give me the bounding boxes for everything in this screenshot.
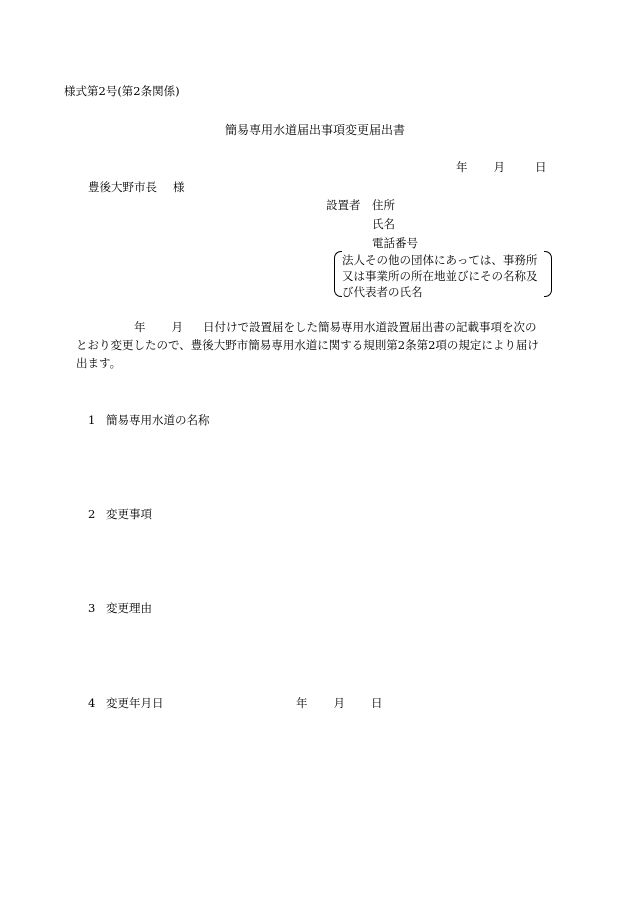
date-month-label: 月	[493, 160, 505, 174]
item-change-reason	[88, 603, 152, 615]
addressee-name: 豊後大野市長	[88, 180, 157, 194]
submission-date	[456, 162, 547, 174]
date-year-label: 年	[456, 160, 468, 174]
item-number: 1	[88, 413, 96, 427]
right-bracket	[544, 251, 552, 297]
change-date-fields	[296, 698, 383, 710]
corporation-note-line: 法人その他の団体にあっては、事務所	[342, 253, 538, 267]
change-day-label: 日	[371, 696, 383, 710]
body-month-label: 月	[171, 320, 183, 334]
addressee	[88, 182, 185, 194]
item-change-details	[88, 509, 152, 521]
corporation-note-text	[342, 253, 546, 301]
corporation-note-line: 又は事業所の所在地並びにその名称及	[342, 269, 538, 283]
left-bracket	[334, 251, 342, 297]
document-title: 簡易専用水道届出事項変更届出書	[224, 123, 405, 137]
body-year-label: 年	[134, 320, 146, 334]
item-label: 変更理由	[106, 601, 152, 615]
body-line-1	[76, 318, 554, 336]
body-line-1-rest: 日付けで設置届をした簡易専用水道設置届出書の記載事項を次の	[203, 320, 537, 334]
item-change-date	[88, 698, 164, 710]
body-line-2: とおり変更したので、豊後大野市簡易専用水道に関する規則第2条第2項の規定により届け	[76, 338, 539, 352]
installer-phone-label: 電話番号	[372, 236, 418, 250]
item-number: 4	[88, 696, 96, 710]
item-number: 3	[88, 601, 96, 615]
body-paragraph	[76, 318, 554, 372]
addressee-honorific: 様	[173, 180, 185, 194]
body-line-3: 出ます。	[76, 356, 122, 370]
corporation-note	[334, 251, 552, 297]
item-label: 変更年月日	[106, 696, 164, 710]
change-year-label: 年	[296, 696, 308, 710]
corporation-note-line: び代表者の氏名	[342, 285, 423, 299]
date-day-label: 日	[535, 160, 547, 174]
item-number: 2	[88, 507, 96, 521]
item-water-supply-name	[88, 415, 210, 427]
installer-label: 設置者	[326, 198, 361, 212]
item-label: 簡易専用水道の名称	[106, 413, 210, 427]
installer-address-label: 住所	[372, 198, 395, 212]
change-month-label: 月	[333, 696, 345, 710]
form-number: 様式第2号(第2条関係)	[64, 84, 180, 98]
installer-name-label: 氏名	[372, 217, 395, 231]
item-label: 変更事項	[106, 507, 152, 521]
